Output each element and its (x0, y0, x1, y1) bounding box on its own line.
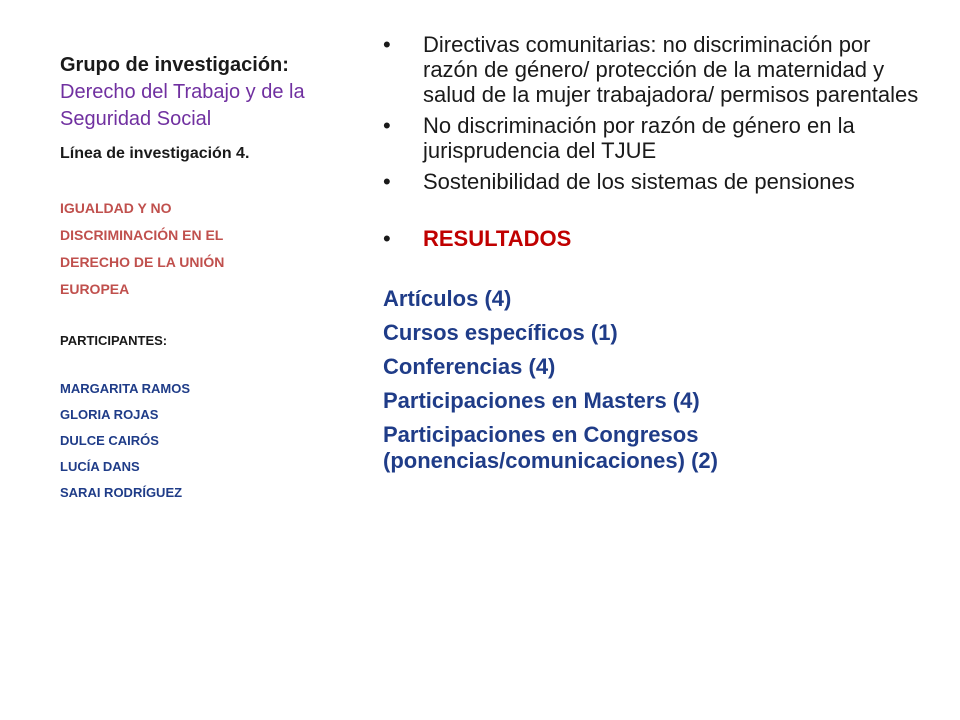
group-name: Derecho del Trabajo y de la Seguridad Social (60, 81, 305, 130)
bullet-dot-icon: • (383, 226, 391, 251)
result-item: Artículos (4) (383, 286, 512, 311)
results-heading (383, 226, 923, 252)
topics-list (383, 32, 923, 194)
bullet-dot-icon: • (383, 113, 391, 138)
topic-bullet-item (383, 32, 923, 107)
result-item: Participaciones en Congresos (ponencias/comunicaciones) (2) (383, 422, 718, 473)
participant-item: LUCÍA DANS (60, 459, 140, 474)
results-list (383, 286, 923, 474)
participant-item: DULCE CAIRÓS (60, 433, 159, 448)
result-item: Conferencias (4) (383, 354, 556, 379)
right-column (383, 32, 923, 482)
group-label: Grupo de investigación: (60, 54, 289, 76)
group-title (60, 52, 370, 133)
result-item: Cursos específicos (1) (383, 320, 618, 345)
topic-bullet-text: No discriminación por razón de género en la jurisprudencia del TJUE (423, 113, 855, 163)
results-heading-text: RESULTADOS (423, 226, 572, 251)
participants-list (60, 376, 370, 506)
participants-label: PARTICIPANTES: (60, 333, 168, 348)
topic-bullet-text: Directivas comunitarias: no discriminación por razón de género/ protección de la maternidad y salud de la mujer trabajadora/ permisos parentales (423, 32, 919, 107)
research-line-label: Línea de investigación 4. (60, 145, 250, 162)
participant-item: SARAI RODRÍGUEZ (60, 485, 183, 500)
participant-item: MARGARITA RAMOS (60, 381, 190, 396)
bullet-dot-icon: • (383, 169, 391, 194)
research-topic: IGUALDAD Y NO DISCRIMINACIÓN EN EL DERECHO DE LA UNIÓN EUROPEA (60, 200, 225, 297)
result-item: Participaciones en Masters (4) (383, 388, 700, 413)
topic-bullet-item (383, 169, 923, 194)
left-column (60, 52, 370, 506)
bullet-dot-icon: • (383, 32, 391, 57)
participant-item: GLORIA ROJAS (60, 407, 159, 422)
topic-bullet-text: Sostenibilidad de los sistemas de pensiones (423, 169, 855, 194)
topic-bullet-item (383, 113, 923, 163)
